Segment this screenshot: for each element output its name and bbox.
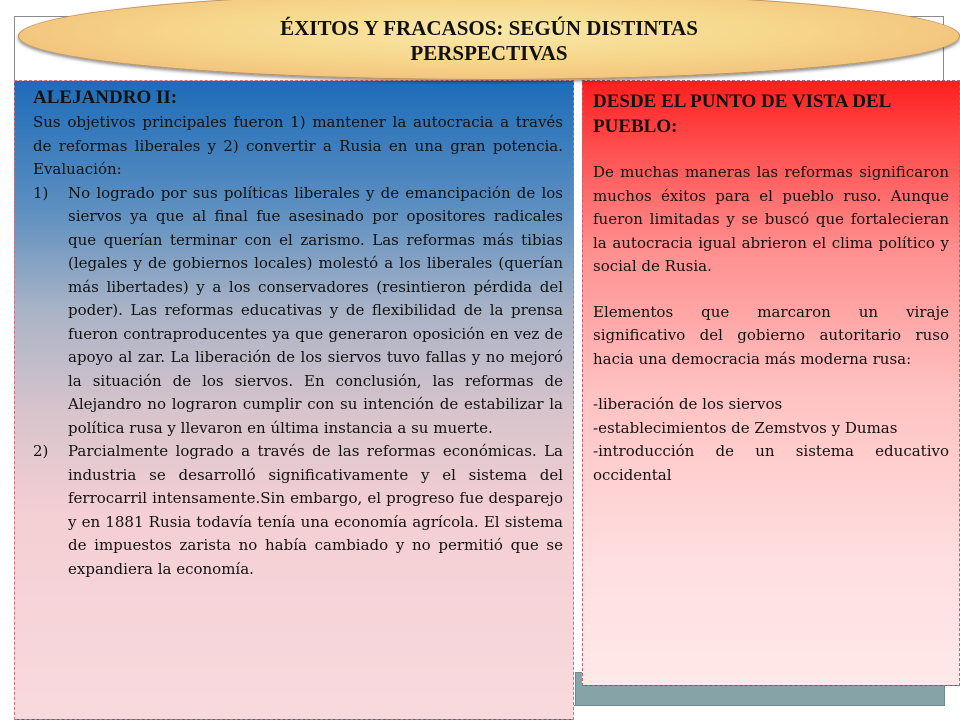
list-item: -establecimientos de Zemstvos y Dumas (593, 418, 898, 437)
list-item (33, 440, 563, 581)
list-number: 2) (33, 442, 49, 460)
left-intro: Sus objetivos principales fueron 1) mantener la autocracia a través de reformas liberales y 2) convertir a Rusia en una gran potencia. Evaluación: (33, 113, 563, 178)
left-heading: ALEJANDRO II: (33, 87, 178, 108)
right-paragraph-1: De muchas maneras las reformas significaron muchos éxitos para el pueblo ruso. Aunque fueron limitadas y se buscó que fortalecieran la autocracia igual abrieron el clima político y social de Rusia. (593, 163, 949, 275)
list-item: -introducción de un sistema educativo occidental (593, 442, 949, 484)
right-paragraph-2: Elementos que marcaron un viraje significativo del gobierno autoritario ruso hacia una democracia más moderna rusa: (593, 302, 949, 368)
right-heading: DESDE EL PUNTO DE VISTA DEL PUEBLO: (593, 91, 891, 137)
elements-list (593, 393, 949, 487)
list-item: -liberación de los siervos (593, 395, 783, 413)
list-item (33, 182, 563, 441)
evaluation-list (33, 182, 563, 582)
left-panel-alejandro (14, 80, 574, 720)
list-item-text: Parcialmente logrado a través de las reformas económicas. La industria se desarrolló significativamente y el sistema del ferrocarril intensamente.Sin embargo, el progreso fue desparejo y en 1881 Rusia todavía tenía una economía agrícola. El sistema de impuestos zarista no había cambiado y no permitió que se expandiera la economía. (68, 442, 563, 578)
list-number: 1) (33, 183, 49, 202)
list-item-text: No logrado por sus políticas liberales y de emancipación de los siervos ya que al final fue asesinado por opositores radicales que querían terminar con el zarismo. Las reformas más tibias (legales y de gobiernos locales) molestó a los liberales (querían más libertades) y a los conservadores (resintieron pérdida del poder). Las reformas educativas y de flexibilidad de la prensa fueron contraproducentes ya que generaron oposición en vez de apoyo al zar. La liberación de los siervos tuvo fallas y no mejoró la situación de los siervos. En conclusión, las reformas de Alejandro no lograron cumplir con su intención de estabilizar la política rusa y llevaron en última instancia a su muerte. (68, 183, 563, 437)
right-panel-pueblo (582, 80, 960, 686)
page-title: ÉXITOS Y FRACASOS: SEGÚN DISTINTAS PERSPECTIVAS (280, 16, 698, 65)
